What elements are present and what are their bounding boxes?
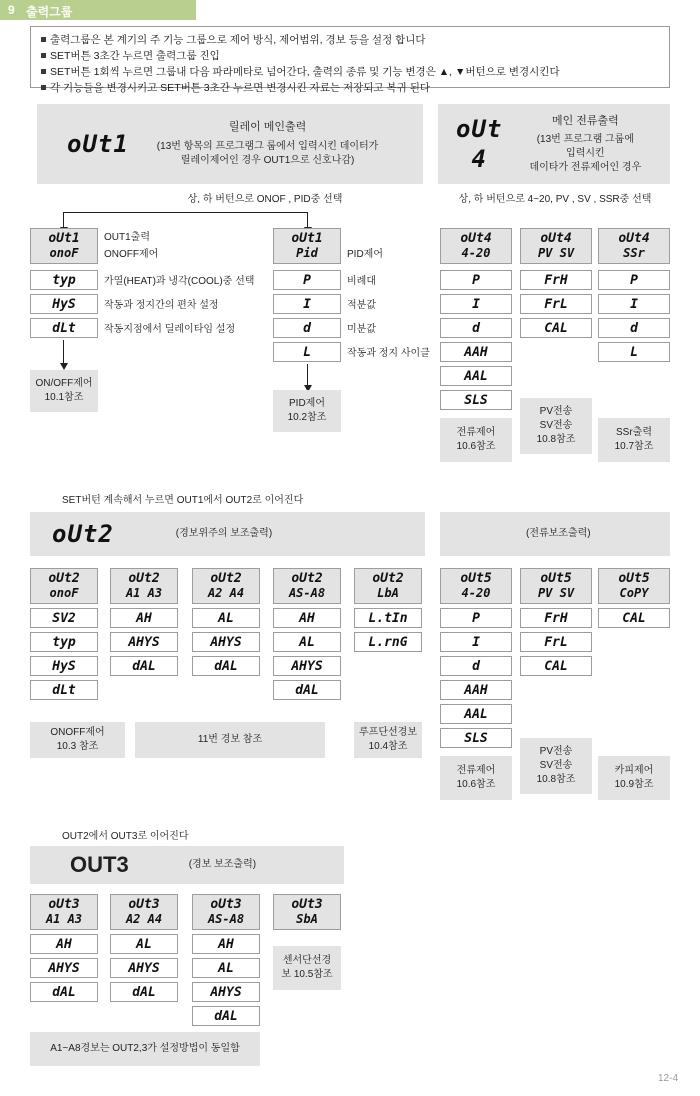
out2-col1-row-3[interactable]: HyS xyxy=(30,656,98,676)
out1-pid-row-l[interactable]: L xyxy=(273,342,341,362)
out1-pid-row-l-desc: 작동과 정지 사이클 xyxy=(347,348,430,359)
out1-pid-note: PID제어 10.2참조 xyxy=(273,390,341,432)
out1-panel-title: 릴레이 메인출력 xyxy=(228,121,307,133)
out1-select-note: 상, 하 버턴으로 ONOF , PID중 선택 xyxy=(187,194,343,205)
chapter-title: 출력그룹 xyxy=(26,5,73,19)
bullet-square-icon xyxy=(41,85,46,90)
out4-col3-note: SSr출력 10.7참조 xyxy=(598,418,670,462)
out1-onoff-row-dlt[interactable]: dLt xyxy=(30,318,98,338)
out3-panel-header xyxy=(30,846,344,884)
out2-col1-row-4[interactable]: dLt xyxy=(30,680,98,700)
out5-panel-desc: (전류보조출력) xyxy=(526,528,591,539)
out2-note-onoff: ONOFF제어 10.3 참조 xyxy=(30,722,125,758)
out3-col1-row-1[interactable]: AH xyxy=(30,934,98,954)
out1-onoff-row-hys[interactable]: HyS xyxy=(30,294,98,314)
out1-pid-row-i[interactable]: I xyxy=(273,294,341,314)
out1-panel-desc1: (13번 항목의 프로그램그 룹에서 입력시킨 데이터가 xyxy=(156,141,379,152)
out3-col3-head[interactable]: oUt3 AS-A8 xyxy=(192,894,260,930)
out1-onoff-row-typ[interactable]: typ xyxy=(30,270,98,290)
out2-col4-row-4[interactable]: dAL xyxy=(273,680,341,700)
out4-col1-row-4[interactable]: AAH xyxy=(440,342,512,362)
out5-col3-note: 카피제어 10.9참조 xyxy=(598,756,670,800)
intro-line-4: 각 기능들을 변경시키고 SET버튼 3초간 누르면 변경시킨 자료는 저장되고 복귀 된다 xyxy=(41,82,659,95)
out2-col2-row-1[interactable]: AH xyxy=(110,608,178,628)
out1-pid-row-i-desc: 적분값 xyxy=(347,300,376,311)
out3-col2-row-3[interactable]: dAL xyxy=(110,982,178,1002)
out4-panel-desc1: (13번 프로그램 그룹에 xyxy=(536,133,634,145)
chapter-number: 9 xyxy=(8,3,15,17)
out4-col1-row-2[interactable]: I xyxy=(440,294,512,314)
out5-col1-row-6[interactable]: SLS xyxy=(440,728,512,748)
out2-panel-header xyxy=(30,512,425,556)
out1-onoff-head-cap1: OUT1출력 xyxy=(104,232,150,243)
out1-connector-left-arrow xyxy=(63,212,64,228)
out1-pid-head[interactable] xyxy=(273,228,341,264)
out4-col1-row-6[interactable]: SLS xyxy=(440,390,512,410)
out2-col4-row-2[interactable]: AL xyxy=(273,632,341,652)
out4-col1-row-3[interactable]: d xyxy=(440,318,512,338)
out3-panel-desc: (경보 보조출력) xyxy=(188,859,257,870)
out4-col1-head[interactable]: oUt4 4-20 xyxy=(440,228,512,264)
out3-col1-row-3[interactable]: dAL xyxy=(30,982,98,1002)
out5-panel-header xyxy=(440,512,670,556)
out4-panel-header xyxy=(438,104,670,184)
out4-col2-row-2[interactable]: FrL xyxy=(520,294,592,314)
out4-panel-desc2: 입력시킨 xyxy=(566,147,605,159)
out2-col3-row-3[interactable]: dAL xyxy=(192,656,260,676)
out4-col1-row-5[interactable]: AAL xyxy=(440,366,512,386)
intro-box xyxy=(30,26,670,94)
out3-col3-row-1[interactable]: AH xyxy=(192,934,260,954)
out1-pid-row-p[interactable]: P xyxy=(273,270,341,290)
out1-onoff-row-dlt-desc: 작동지점에서 딜레이타임 설정 xyxy=(104,324,236,335)
out5-col1-note: 전류제어 10.6참조 xyxy=(440,756,512,800)
out1-panel-header xyxy=(37,104,423,184)
out3-col4-note: 센서단선경 보 10.5참조 xyxy=(273,946,341,990)
out1-pid-row-p-desc: 비례대 xyxy=(347,276,376,287)
out2-col4-row-1[interactable]: AH xyxy=(273,608,341,628)
out4-col3-row-3[interactable]: d xyxy=(598,318,670,338)
out2-col5-row-2[interactable]: L.rnG xyxy=(354,632,422,652)
out4-col2-note: PV전송 SV전송 10.8참조 xyxy=(520,398,592,454)
out3-col1-head[interactable]: oUt3 A1 A3 xyxy=(30,894,98,930)
out2-note-alarm: 11번 경보 참조 xyxy=(135,722,325,758)
out2-col4-head[interactable]: oUt2 AS-A8 xyxy=(273,568,341,604)
out1-connector-right-arrow xyxy=(307,212,308,228)
out4-panel-code-line1: oUt xyxy=(456,115,503,143)
out2-col5-row-1[interactable]: L.tIn xyxy=(354,608,422,628)
out4-col1-note: 전류제어 10.6참조 xyxy=(440,418,512,462)
bullet-square-icon xyxy=(41,37,46,42)
intro-line-1: 출력그룹은 본 계기의 주 기능 그룹으로 제어 방식, 제어범위, 경보 등을 설정 합니다 xyxy=(41,34,659,47)
out5-col1-row-3[interactable]: d xyxy=(440,656,512,676)
out1-pid-head-line1: oUt1 xyxy=(291,231,323,246)
out2-note-loop: 루프단선경보 10.4참조 xyxy=(354,722,422,758)
out1-pid-down-arrow xyxy=(307,364,308,386)
out5-col2-head[interactable]: oUt5 PV SV xyxy=(520,568,592,604)
out2-col3-head[interactable]: oUt2 A2 A4 xyxy=(192,568,260,604)
out5-col1-head[interactable]: oUt5 4-20 xyxy=(440,568,512,604)
out2-col3-row-2[interactable]: AHYS xyxy=(192,632,260,652)
out4-col2-row-1[interactable]: FrH xyxy=(520,270,592,290)
out5-col1-row-2[interactable]: I xyxy=(440,632,512,652)
bullet-square-icon xyxy=(41,69,46,74)
out3-bottom-note: A1~A8경보는 OUT2,3가 설정방법이 동일함 xyxy=(30,1032,260,1066)
out4-col3-head[interactable]: oUt4 SSr xyxy=(598,228,670,264)
out4-panel-description xyxy=(520,114,650,175)
page-number: 12-4 xyxy=(657,1073,678,1084)
out4-select-note: 상, 하 버턴으로 4~20, PV , SV , SSR중 선택 xyxy=(458,194,652,205)
out3-col1-row-2[interactable]: AHYS xyxy=(30,958,98,978)
out1-onoff-head[interactable] xyxy=(30,228,98,264)
out3-col2-row-1[interactable]: AL xyxy=(110,934,178,954)
out5-col1-row-5[interactable]: AAL xyxy=(440,704,512,724)
out4-panel-desc3: 데이타가 전류제어인 경우 xyxy=(529,161,642,173)
out5-col2-note: PV전송 SV전송 10.8참조 xyxy=(520,738,592,794)
out2-col2-row-2[interactable]: AHYS xyxy=(110,632,178,652)
out5-col2-row-3[interactable]: CAL xyxy=(520,656,592,676)
out3-col3-row-4[interactable]: dAL xyxy=(192,1006,260,1026)
out3-panel-code: OUT3 xyxy=(70,852,129,877)
out2-panel-desc: (경보위주의 보조출력) xyxy=(175,528,273,539)
out1-pid-row-d[interactable]: d xyxy=(273,318,341,338)
out2-col4-row-3[interactable]: AHYS xyxy=(273,656,341,676)
out1-panel-desc2: 릴레이제어인 경우 OUT1으로 신호나감) xyxy=(180,155,355,166)
out5-col2-row-1[interactable]: FrH xyxy=(520,608,592,628)
out2-col1-row-1[interactable]: SV2 xyxy=(30,608,98,628)
out1-pid-row-d-desc: 미분값 xyxy=(347,324,376,335)
out4-panel-title: 메인 전류출력 xyxy=(551,114,619,127)
out1-panel-description xyxy=(157,120,379,168)
out4-col2-row-3[interactable]: CAL xyxy=(520,318,592,338)
out3-col2-row-2[interactable]: AHYS xyxy=(110,958,178,978)
out1-panel-code: oUt1 xyxy=(67,130,129,158)
out2-col2-row-3[interactable]: dAL xyxy=(110,656,178,676)
out3-col4-head[interactable]: oUt3 SbA xyxy=(273,894,341,930)
out1-onoff-head-line1: oUt1 xyxy=(48,231,80,246)
out3-col3-row-3[interactable]: AHYS xyxy=(192,982,260,1002)
out1-pid-head-line2: Pid xyxy=(296,246,318,260)
page-header-band xyxy=(0,0,196,20)
out1-onoff-row-typ-desc: 가열(HEAT)과 냉각(COOL)중 선택 xyxy=(104,276,255,287)
out1-onoff-head-cap2: ONOFF제어 xyxy=(104,249,159,260)
out2-col1-head[interactable]: oUt2 onoF xyxy=(30,568,98,604)
out3-lead-note: OUT2에서 OUT3로 이어진다 xyxy=(62,831,189,842)
out4-col2-head[interactable]: oUt4 PV SV xyxy=(520,228,592,264)
out1-onoff-note: ON/OFF제어 10.1참조 xyxy=(30,370,98,412)
out1-onoff-head-line2: onoF xyxy=(49,246,79,260)
out1-onoff-down-arrow xyxy=(63,340,64,364)
out5-col3-row-1[interactable]: CAL xyxy=(598,608,670,628)
out2-col2-head[interactable]: oUt2 A1 A3 xyxy=(110,568,178,604)
intro-line-2: SET버튼 3초간 누르면 출력그룹 진입 xyxy=(41,50,659,63)
out4-col3-row-4[interactable]: L xyxy=(598,342,670,362)
out3-col2-head[interactable]: oUt3 A2 A4 xyxy=(110,894,178,930)
out2-col3-row-1[interactable]: AL xyxy=(192,608,260,628)
out1-onoff-row-hys-desc: 작동과 정지간의 편차 설정 xyxy=(104,300,219,311)
out5-col1-row-1[interactable]: P xyxy=(440,608,512,628)
out1-pid-head-cap: PID제어 xyxy=(347,249,383,260)
out4-col3-row-2[interactable]: I xyxy=(598,294,670,314)
out5-col3-head[interactable]: oUt5 CoPY xyxy=(598,568,670,604)
out1-connector-horizontal xyxy=(63,212,308,213)
out5-col1-row-4[interactable]: AAH xyxy=(440,680,512,700)
out4-col3-row-1[interactable]: P xyxy=(598,270,670,290)
out2-col1-row-2[interactable]: typ xyxy=(30,632,98,652)
out5-col2-row-2[interactable]: FrL xyxy=(520,632,592,652)
out4-panel-code-line2: 4 xyxy=(471,145,487,173)
out2-lead-note: SET버턴 계속해서 누르면 OUT1에서 OUT2로 이어진다 xyxy=(62,495,304,506)
out2-panel-code: oUt2 xyxy=(52,520,114,548)
out4-col1-row-1[interactable]: P xyxy=(440,270,512,290)
bullet-square-icon xyxy=(41,53,46,58)
intro-line-3: SET버튼 1회씩 누르면 그룹내 다음 파라메타로 넘어간다, 출력의 종류 및 기능 변경은 ▲, ▼버턴으로 변경시킨다 xyxy=(41,66,659,79)
out2-col5-head[interactable]: oUt2 LbA xyxy=(354,568,422,604)
out3-col3-row-2[interactable]: AL xyxy=(192,958,260,978)
